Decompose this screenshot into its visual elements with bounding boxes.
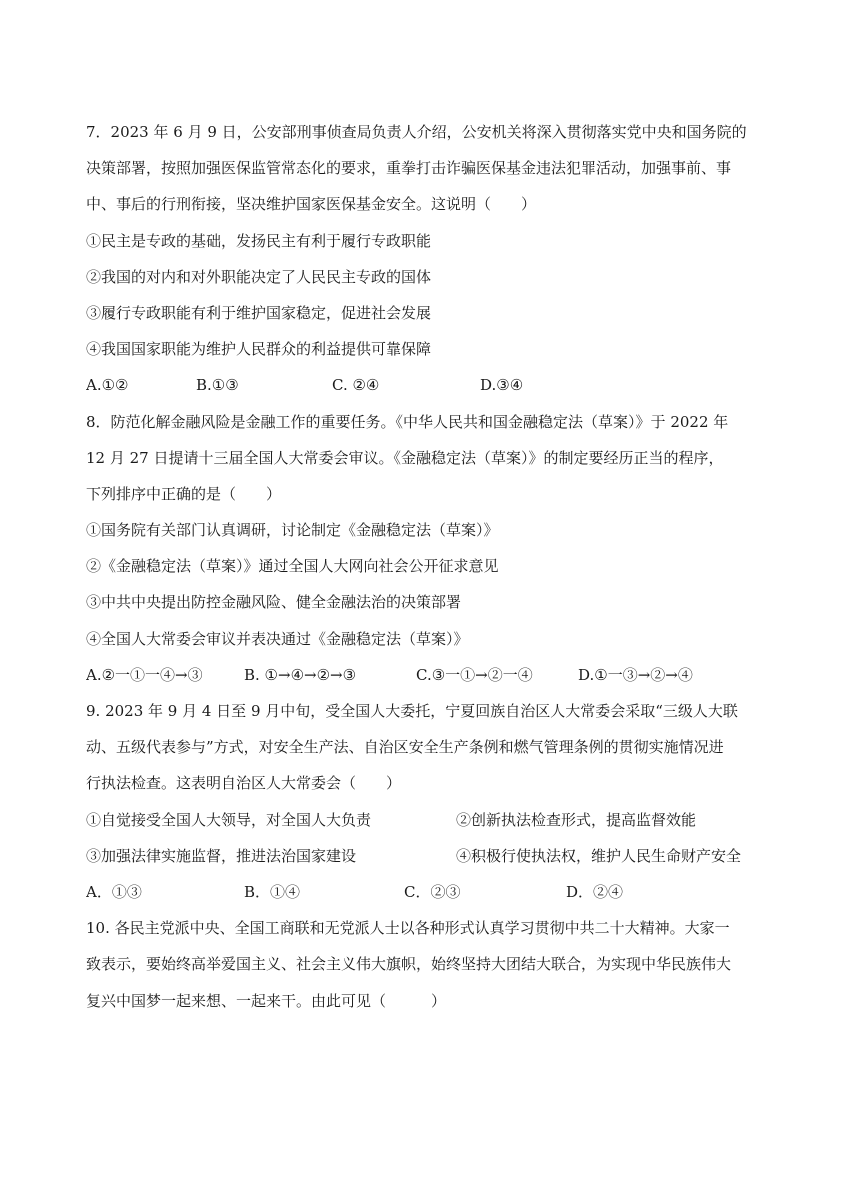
q8-item: ①国务院有关部门认真调研，讨论制定《金融稳定法（草案）》 <box>86 521 499 540</box>
q8-option-b[interactable]: B. ①→④→②→③ <box>244 665 357 684</box>
question-7 <box>86 114 776 404</box>
q9-stem-line: 9. 2023 年 9 月 4 日至 9 月中旬，受全国人大委托，宁夏回族自治区人大常委会采取“三级人大联 <box>86 702 738 720</box>
q7-stem-line: 决策部署，按照加强医保监管常态化的要求，重拳打击诈骗医保基金违法犯罪活动，加强事前、事 <box>86 159 732 178</box>
q9-stem-line: 行执法检查。这表明自治区人大常委会（ ） <box>86 774 402 793</box>
q9-option-b[interactable]: B．①④ <box>244 882 301 901</box>
q7-options <box>86 367 776 403</box>
question-9 <box>86 693 776 910</box>
q9-option-a[interactable]: A．①③ <box>86 882 142 901</box>
q8-item: ④全国人大常委会审议并表决通过《金融稳定法（草案）》 <box>86 629 469 648</box>
q7-item: ④我国国家职能为维护人民群众的利益提供可靠保障 <box>86 340 432 359</box>
q10-stem-line: 10. 各民主党派中央、全国工商联和无党派人士以各种形式认真学习贯彻中共二十大精神。大家一 <box>86 919 730 938</box>
q7-item: ②我国的对内和对外职能决定了人民民主专政的国体 <box>86 267 432 286</box>
q7-option-d[interactable]: D.③④ <box>480 376 524 395</box>
q8-item: ③中共中央提出防控金融风险、健全金融法治的决策部署 <box>86 593 462 612</box>
q9-options <box>86 874 776 910</box>
q7-item: ①民主是专政的基础，发扬民主有利于履行专政职能 <box>86 231 432 250</box>
q9-items-row <box>86 838 776 874</box>
q7-stem-line: 7．2023 年 6 月 9 日，公安部刑事侦查局负责人介绍，公安机关将深入贯彻落实党中央和国务院的 <box>86 123 747 141</box>
q7-option-c[interactable]: C. ②④ <box>332 376 380 395</box>
q9-option-d[interactable]: D．②④ <box>566 882 624 901</box>
q9-item: ③加强法律实施监督，推进法治国家建设 <box>86 846 357 865</box>
exam-content <box>86 114 776 1019</box>
question-8 <box>86 404 776 694</box>
q8-stem-line: 下列排序中正确的是（ ） <box>86 484 282 503</box>
question-10 <box>86 910 776 1019</box>
q9-item: ②创新执法检查形式，提高监督效能 <box>456 810 697 829</box>
q10-stem-line: 复兴中国梦一起来想、一起来干。由此可见（ ） <box>86 991 447 1010</box>
q8-options <box>86 657 776 693</box>
q8-stem-line: 8．防范化解金融风险是金融工作的重要任务。《中华人民共和国金融稳定法（草案）》于 2022 年 <box>86 412 729 431</box>
q9-items-row <box>86 802 776 838</box>
q8-option-a[interactable]: A.②一①一④→③ <box>86 665 203 684</box>
q10-stem-line: 致表示，要始终高举爱国主义、社会主义伟大旗帜，始终坚持大团结大联合，为实现中华民族伟大 <box>86 955 732 974</box>
q7-stem-line: 中、事后的行刑衔接，坚决维护国家医保基金安全。这说明（ ） <box>86 195 537 214</box>
q8-option-c[interactable]: C.③一①→②一④ <box>416 665 533 684</box>
q7-option-b[interactable]: B.①③ <box>196 376 239 395</box>
q9-option-c[interactable]: C．②③ <box>404 882 461 901</box>
q8-option-d[interactable]: D.①一③→②→④ <box>578 665 693 684</box>
q9-item: ④积极行使执法权，维护人民生命财产安全 <box>456 846 742 865</box>
q9-item: ①自觉接受全国人大领导，对全国人大负责 <box>86 810 372 829</box>
q7-option-a[interactable]: A.①② <box>86 376 129 395</box>
q9-stem-line: 动、五级代表参与”方式，对安全生产法、自治区安全生产条例和燃气管理条例的贯彻实施情况进 <box>86 738 724 757</box>
q8-item: ②《金融稳定法（草案）》通过全国人大网向社会公开征求意见 <box>86 557 499 576</box>
q8-stem-line: 12 月 27 日提请十三届全国人大常委会审议。《金融稳定法（草案）》的制定要经历正当的程序， <box>86 448 724 467</box>
q7-item: ③履行专政职能有利于维护国家稳定，促进社会发展 <box>86 303 432 322</box>
